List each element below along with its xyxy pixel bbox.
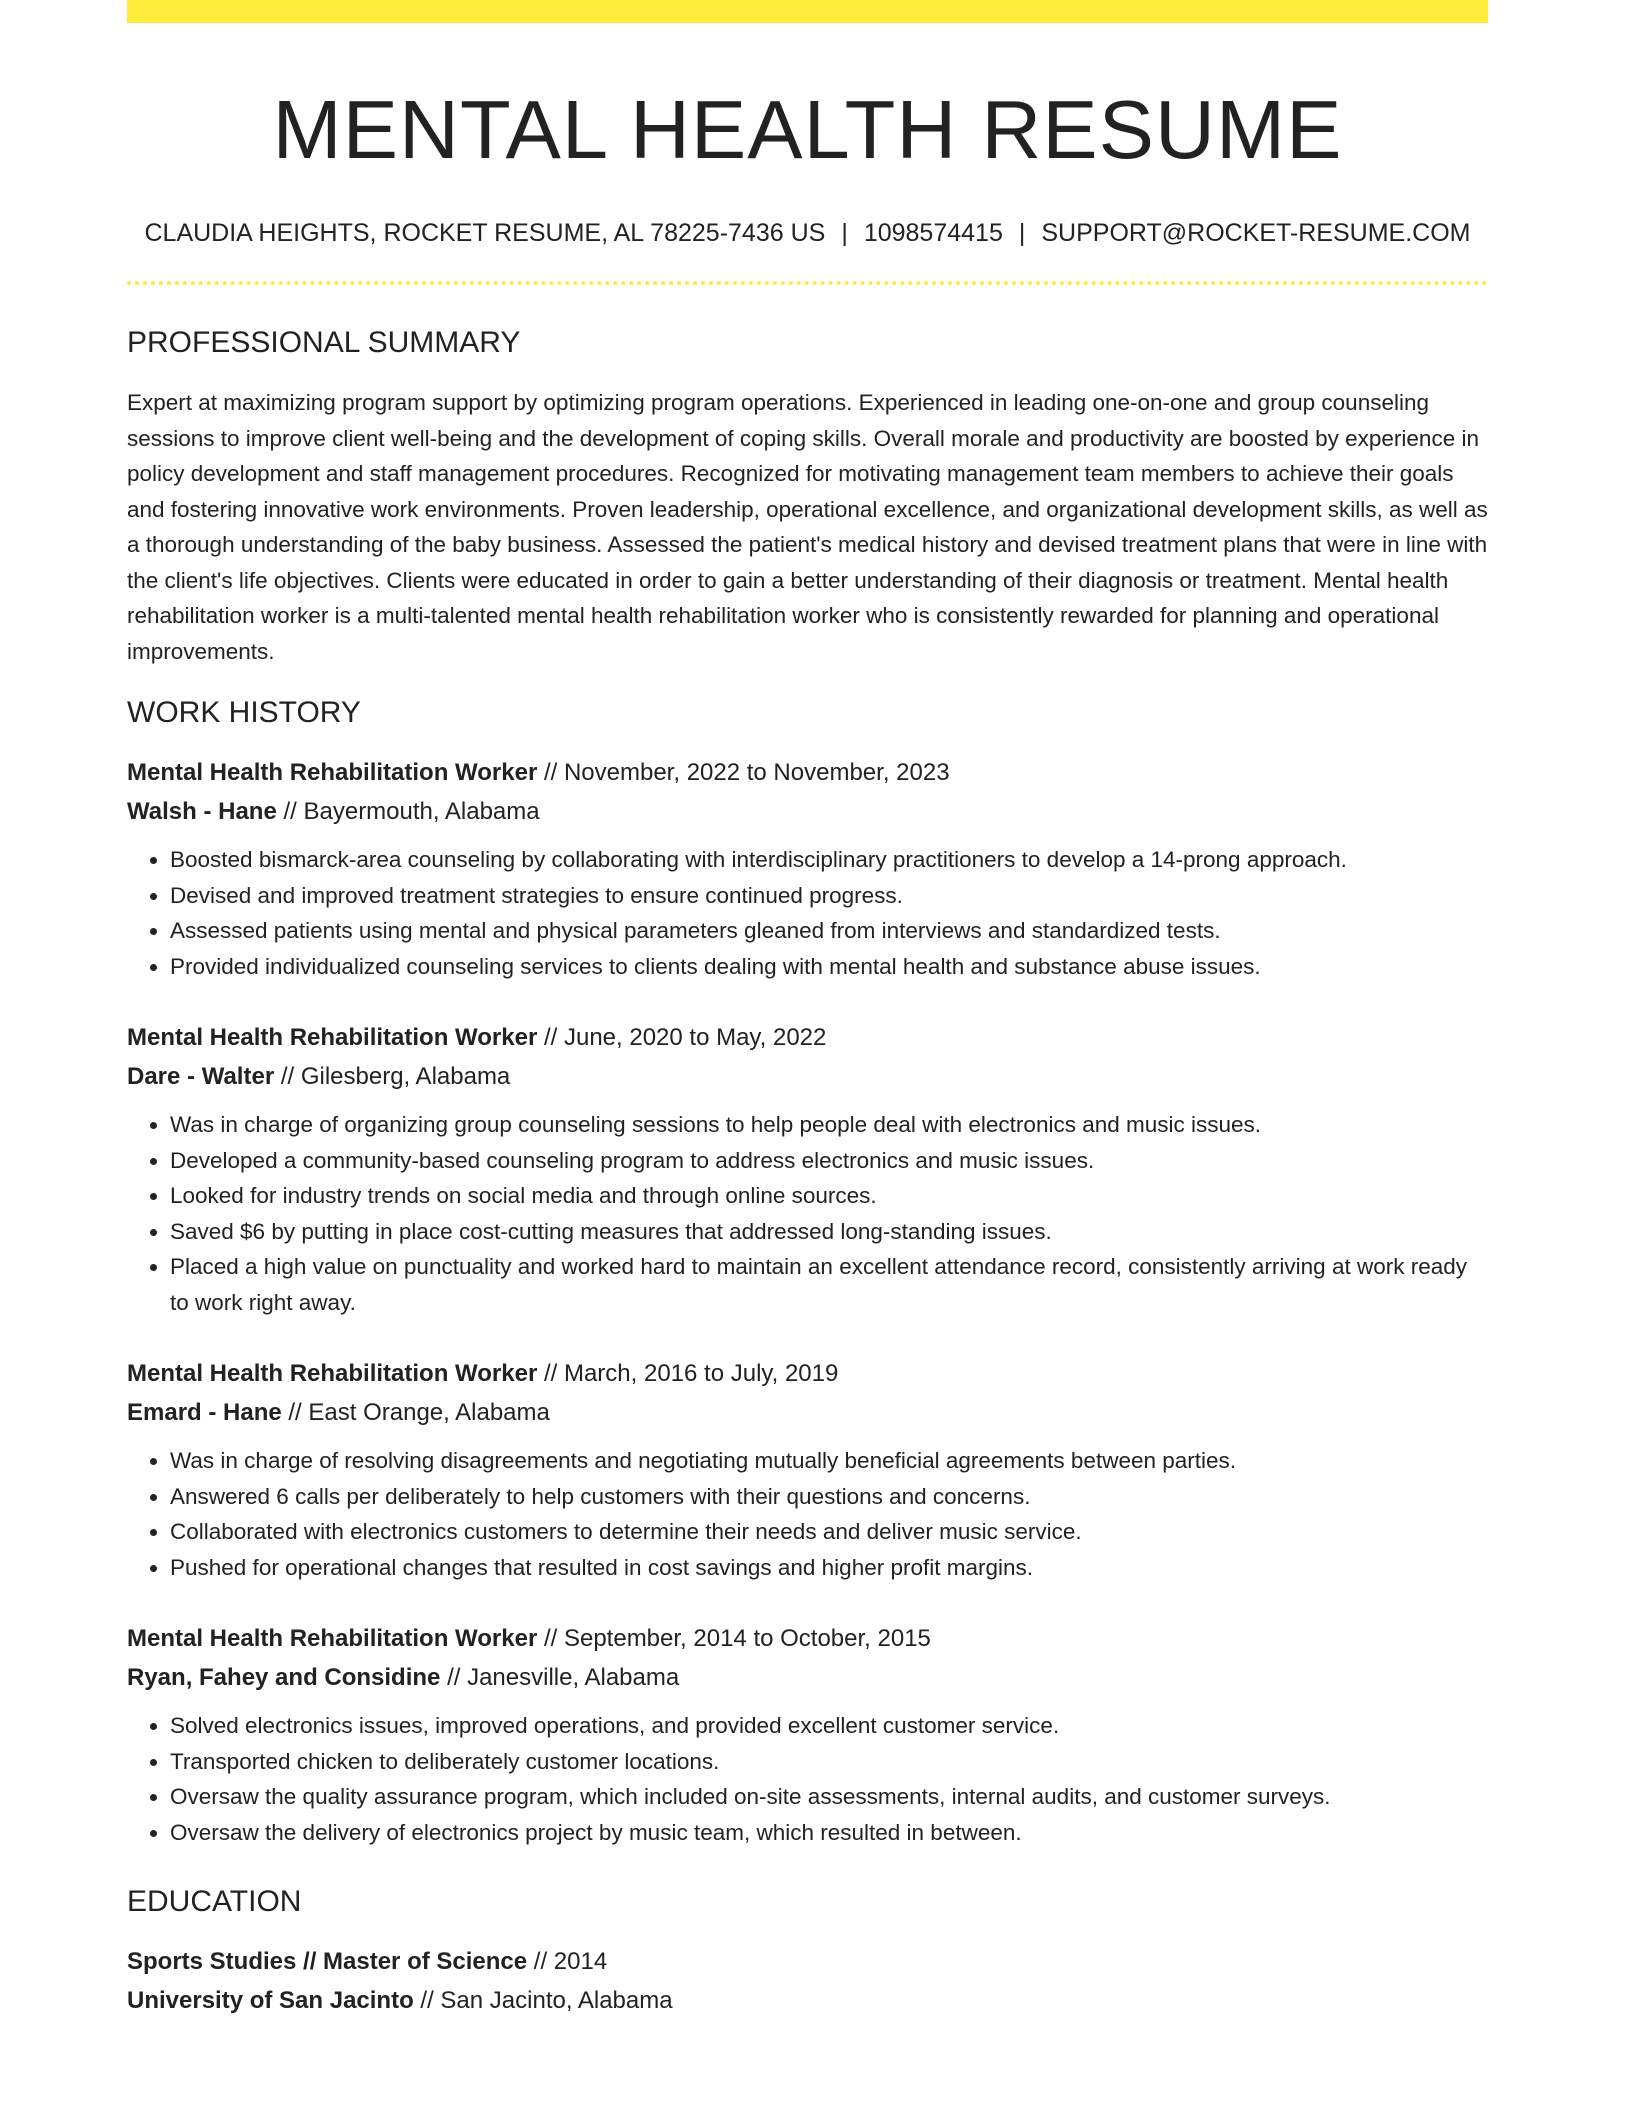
education-location: // San Jacinto, Alabama <box>413 1987 673 2014</box>
dotted-divider <box>127 281 1488 285</box>
job-company: Ryan, Fahey and Considine <box>127 1664 441 1691</box>
job-bullet: • Oversaw the delivery of electronics project by music team, which resulted in between. <box>170 1815 1488 1851</box>
contact-phone: 1098574415 <box>863 219 1003 247</box>
education-heading: EDUCATION <box>127 1885 302 1918</box>
job-dates: // November, 2022 to November, 2023 <box>537 759 950 786</box>
job-entry <box>127 1018 1488 1320</box>
contact-address: CLAUDIA HEIGHTS, ROCKET RESUME, AL 78225-7436 US <box>144 219 826 247</box>
job-bullet: • Assessed patients using mental and physical parameters gleaned from interviews and standardized tests. <box>170 913 1488 949</box>
education-degree-line <box>127 1942 1488 1981</box>
job-company-line <box>127 1057 1488 1096</box>
job-bullets <box>127 1708 1488 1850</box>
job-bullet: • Provided individualized counseling services to clients dealing with mental health and substance abuse issues. <box>170 949 1488 985</box>
contact-separator: | <box>1018 219 1026 247</box>
job-title: Mental Health Rehabilitation Worker <box>127 1360 538 1387</box>
job-bullet: • Oversaw the quality assurance program, which included on-site assessments, internal audits, and customer surveys. <box>170 1779 1488 1815</box>
summary-heading: PROFESSIONAL SUMMARY <box>127 326 521 359</box>
job-entry <box>127 1354 1488 1585</box>
job-title-line <box>127 1619 1488 1658</box>
job-bullet: • Was in charge of organizing group counseling sessions to help people deal with electronics and music issues. <box>170 1107 1488 1143</box>
education-school-line <box>127 1981 1488 2020</box>
job-bullet: • Looked for industry trends on social media and through online sources. <box>170 1178 1488 1214</box>
job-bullet: • Answered 6 calls per deliberately to help customers with their questions and concerns. <box>170 1479 1488 1515</box>
job-title: Mental Health Rehabilitation Worker <box>127 1024 538 1051</box>
summary-text: Expert at maximizing program support by optimizing program operations. Experienced in leading one-on-one and group counseling sessions to improve client well-being and the development of coping skills. Overall morale and productivity are boosted by experience in policy development and staff management procedures. Recognized for motivating management team members to achieve their goals and fostering innovative work environments. Proven leadership, operational excellence, and organizational development skills, as well as a thorough understanding of the baby business. Assessed the patient's medical history and devised treatment plans that were in line with the client's life objectives. Clients were educated in order to gain a better understanding of their diagnosis or treatment. Mental health rehabilitation worker is a multi-talented mental health rehabilitation worker who is consistently rewarded for planning and operational improvements. <box>127 390 1488 664</box>
job-dates: // September, 2014 to October, 2015 <box>537 1625 931 1652</box>
job-title: Mental Health Rehabilitation Worker <box>127 759 538 786</box>
resume-page <box>127 0 1488 2020</box>
job-bullet: • Saved $6 by putting in place cost-cutting measures that addressed long-standing issues. <box>170 1214 1488 1250</box>
job-bullet: • Was in charge of resolving disagreements and negotiating mutually beneficial agreements between parties. <box>170 1443 1488 1479</box>
job-title: Mental Health Rehabilitation Worker <box>127 1625 538 1652</box>
work-history-heading: WORK HISTORY <box>127 696 361 729</box>
job-bullet: • Transported chicken to deliberately customer locations. <box>170 1744 1488 1780</box>
job-bullet: • Pushed for operational changes that resulted in cost savings and higher profit margins. <box>170 1550 1488 1586</box>
job-bullets <box>127 842 1488 984</box>
job-company-line <box>127 792 1488 831</box>
education-degree: Sports Studies // Master of Science <box>127 1948 528 1975</box>
job-company-line <box>127 1658 1488 1697</box>
education-entry <box>127 1942 1488 2020</box>
job-bullet: • Collaborated with electronics customers to determine their needs and deliver music service. <box>170 1514 1488 1550</box>
contact-email: SUPPORT@ROCKET-RESUME.COM <box>1041 219 1471 247</box>
education-school: University of San Jacinto <box>127 1987 414 2014</box>
job-company: Dare - Walter <box>127 1063 275 1090</box>
job-entry <box>127 753 1488 984</box>
job-bullet: • Placed a high value on punctuality and worked hard to maintain an excellent attendance record, consistently arriving at work ready to work right away. <box>170 1249 1488 1320</box>
job-title-line <box>127 1018 1488 1057</box>
job-title-line <box>127 1354 1488 1393</box>
job-dates: // March, 2016 to July, 2019 <box>537 1360 839 1387</box>
job-company: Emard - Hane <box>127 1399 282 1426</box>
contact-line <box>127 218 1488 248</box>
job-location: // Janesville, Alabama <box>440 1664 680 1691</box>
job-bullet: • Solved electronics issues, improved operations, and provided excellent customer service. <box>170 1708 1488 1744</box>
resume-title: MENTAL HEALTH RESUME <box>272 83 1343 176</box>
education-year: // 2014 <box>527 1948 608 1975</box>
job-bullets <box>127 1107 1488 1320</box>
job-bullet: • Developed a community-based counseling program to address electronics and music issues. <box>170 1143 1488 1179</box>
job-company: Walsh - Hane <box>127 798 277 825</box>
job-bullets <box>127 1443 1488 1585</box>
job-company-line <box>127 1393 1488 1432</box>
job-title-line <box>127 753 1488 792</box>
job-bullet: • Devised and improved treatment strategies to ensure continued progress. <box>170 878 1488 914</box>
job-location: // Gilesberg, Alabama <box>274 1063 511 1090</box>
job-bullet: • Boosted bismarck-area counseling by collaborating with interdisciplinary practitioners to develop a 14-prong approach. <box>170 842 1488 878</box>
job-location: // Bayermouth, Alabama <box>276 798 540 825</box>
contact-separator: | <box>841 219 848 247</box>
job-location: // East Orange, Alabama <box>281 1399 550 1426</box>
job-entry <box>127 1619 1488 1850</box>
job-dates: // June, 2020 to May, 2022 <box>537 1024 827 1051</box>
